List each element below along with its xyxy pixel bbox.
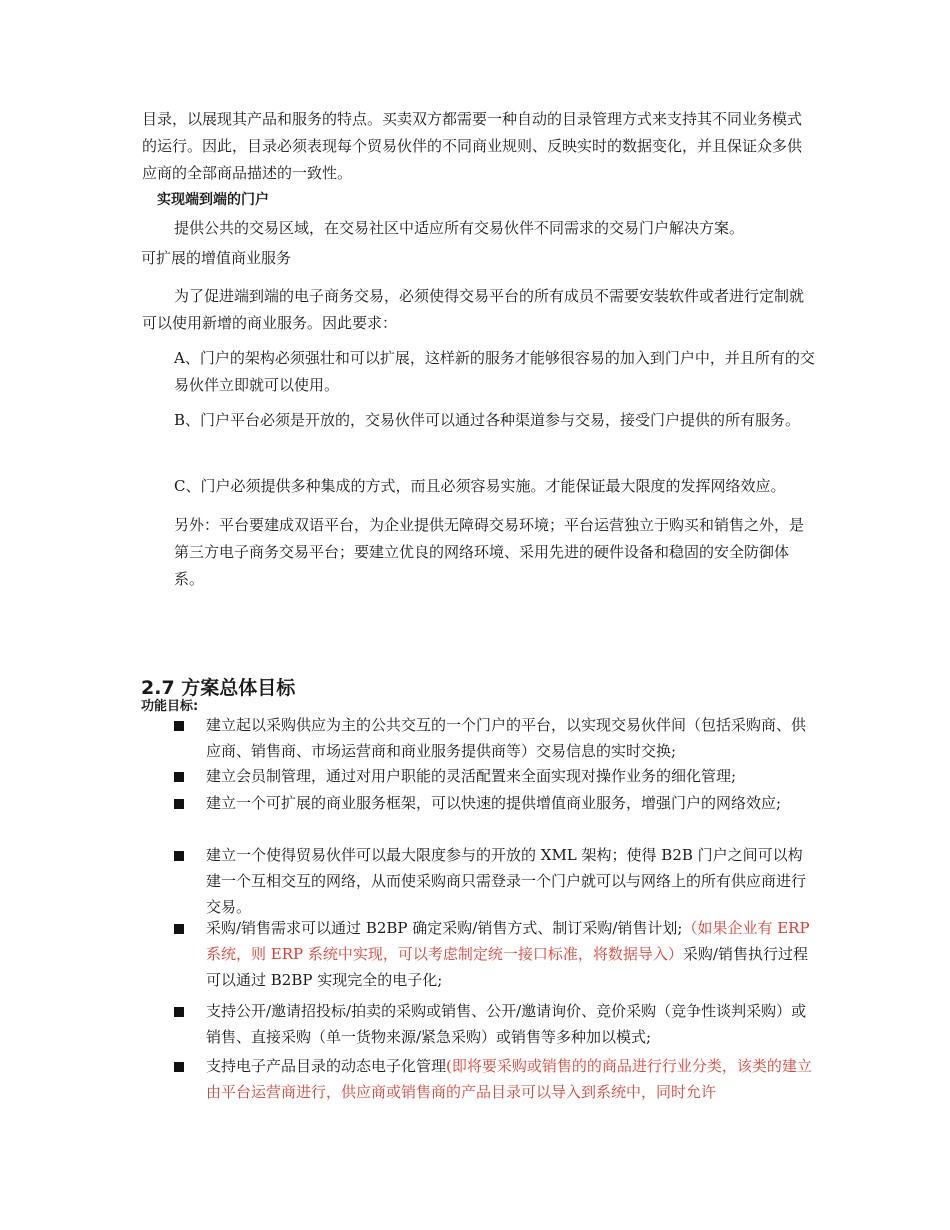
list-item-text: 建立会员制管理，通过对用户职能的灵活配置来全面实现对操作业务的细化管理;	[206, 767, 737, 785]
highlighted-note: （如果企业有 ERP 系统，则 ERP 系统中实现，可以考虑制定统一接口标准，将数据导入）	[206, 919, 810, 963]
list-item	[174, 712, 816, 764]
list-item	[174, 1053, 816, 1105]
list-item-text: 建立起以采购供应为主的公共交互的一个门户的平台，以实现交易伙伴间（包括采购商、供应商、销售商、市场运营商和商业服务提供商等）交易信息的实时交换;	[206, 716, 807, 760]
list-item	[174, 842, 816, 920]
list-item-text-part: 采购/销售需求可以通过 B2BP 确定采购/销售方式、制订采购/销售计划;	[206, 919, 683, 937]
requirement-a: A、门户的架构必须强壮和可以扩展，这样新的服务才能够很容易的加入到门户中，并且所有的交易伙伴立即就可以使用。	[174, 349, 815, 394]
highlighted-note: (即将要采购或销售的的商品进行行业分类，该类的建立由平台运营商进行，供应商或销售商的产品目录可以导入到系统中，同时允许	[206, 1057, 812, 1101]
value-added-paragraph: 为了促进端到端的电子商务交易，必须使得交易平台的所有成员不需要安装软件或者进行定制就可以使用新增的商业服务。因此要求：	[142, 287, 805, 332]
list-item	[174, 915, 816, 993]
portal-text: 提供公共的交易区域，在交易社区中适应所有交易伙伴不同需求的交易门户解决方案。	[174, 219, 745, 237]
catalog-paragraph: 目录，以展现其产品和服务的特点。买卖双方都需要一种自动的目录管理方式来支持其不同业务模式的运行。因此，目录必须表现每个贸易伙伴的不同商业规则、反映实时的数据变化，并且保证众多供应商的全部商品描述的一致性。	[142, 110, 803, 182]
additional-paragraph: 另外：平台要建成双语平台，为企业提供无障碍交易环境；平台运营独立于购买和销售之外，是第三方电子商务交易平台；要建立优良的网络环境、采用先进的硬件设备和稳固的安全防御体系。	[174, 516, 805, 588]
section-title: 2.7 方案总体目标	[141, 677, 296, 699]
list-item-text	[206, 1053, 816, 1105]
list-item-text	[206, 915, 816, 993]
black-square-bullet-icon	[174, 924, 184, 934]
list-item-text-part: 采购/销售执行过程可以通过 B2BP 实现完全的电子化;	[206, 945, 808, 989]
requirement-b: B、门户平台必须是开放的，交易伙伴可以通过各种渠道参与交易，接受门户提供的所有服务。	[174, 411, 801, 429]
black-square-bullet-icon	[174, 1007, 184, 1017]
black-square-bullet-icon	[174, 772, 184, 782]
value-added-heading: 可扩展的增值商业服务	[141, 249, 292, 267]
list-item	[174, 998, 816, 1050]
list-item-text-part: 支持电子产品目录的动态电子化管理	[206, 1057, 447, 1075]
portal-heading: 实现端到端的门户	[157, 192, 269, 208]
black-square-bullet-icon	[174, 851, 184, 861]
list-item-text: 建立一个使得贸易伙伴可以最大限度参与的开放的 XML 架构；使得 B2B 门户之间可以构建一个互相交互的网络，从而使采购商只需登录一个门户就可以与网络上的所有供应商进行交易。	[206, 846, 807, 916]
black-square-bullet-icon	[174, 721, 184, 731]
list-item-text: 支持公开/邀请招投标/拍卖的采购或销售、公开/邀请询价、竞价采购（竞争性谈判采购）或销售、直接采购（单一货物来源/紧急采购）或销售等多种加以模式;	[206, 1002, 807, 1046]
section-subtitle: 功能目标:	[141, 699, 199, 714]
list-item-text: 建立一个可扩展的商业服务框架，可以快速的提供增值商业服务，增强门户的网络效应;	[206, 794, 782, 812]
black-square-bullet-icon	[174, 1062, 184, 1072]
list-item	[174, 790, 816, 816]
black-square-bullet-icon	[174, 799, 184, 809]
requirement-c: C、门户必须提供多种集成的方式，而且必须容易实施。才能保证最大限度的发挥网络效应。	[174, 477, 786, 495]
list-item	[174, 763, 816, 789]
